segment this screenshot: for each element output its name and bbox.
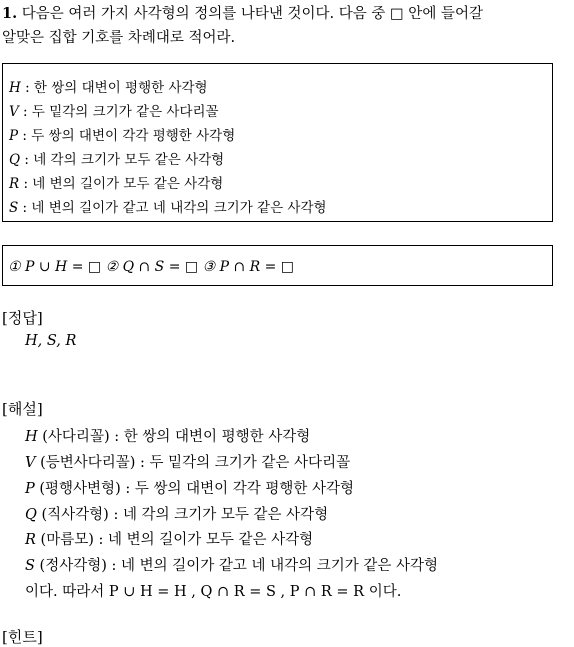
definition-q: Q : 네 각의 크기가 모두 같은 사각형 [9,152,225,168]
definition-r: R : 네 변의 길이가 모두 같은 사각형 [9,176,224,192]
question-text-1: 다음은 여러 가지 사각형의 정의를 나타낸 것이다. 다음 중 □ 안에 들어갈 [17,6,483,22]
answer-value: H, S, R [25,333,77,349]
definition-p: P : 두 쌍의 대변이 각각 평행한 사각형 [9,128,236,144]
explanation-line: V (등변사다리꼴) : 두 밑각의 크기가 같은 사다리꼴 [25,455,351,471]
explanation-label: [해설] [2,400,43,418]
question-number: 1. [2,5,18,22]
question-line-1 [2,2,483,23]
explanation-line: R (마름모) : 네 변의 길이가 모두 같은 사각형 [25,532,314,548]
explanation-line: S (정사각형) : 네 변의 길이가 같고 네 내각의 크기가 같은 사각형 [25,558,439,574]
hint-label: [힌트] [2,628,43,646]
definition-v: V : 두 밑각의 크기가 같은 사다리꼴 [9,104,219,120]
explanation-line: Q (직사각형) : 네 각의 크기가 모두 같은 사각형 [25,507,329,523]
explanation-line: P (평행사변형) : 두 쌍의 대변이 각각 평행한 사각형 [25,481,354,497]
explanation-line: H (사다리꼴) : 한 쌍의 대변이 평행한 사각형 [25,429,311,445]
explanation-conclusion: 이다. 따라서 P ∪ H = H , Q ∩ R = S , P ∩ R = R 이다. [25,584,402,600]
definitions-box [2,63,553,222]
answer-label: [정답] [2,309,43,327]
definition-h: H : 한 쌍의 대변이 평행한 사각형 [9,80,208,96]
definition-s: S : 네 변의 길이가 같고 네 내각의 크기가 같은 사각형 [9,200,327,216]
question-line-2: 알맞은 집합 기호를 차례대로 적어라. [2,30,236,46]
problems-line: ① P ∪ H = □ ② Q ∩ S = □ ③ P ∩ R = □ [8,259,295,275]
